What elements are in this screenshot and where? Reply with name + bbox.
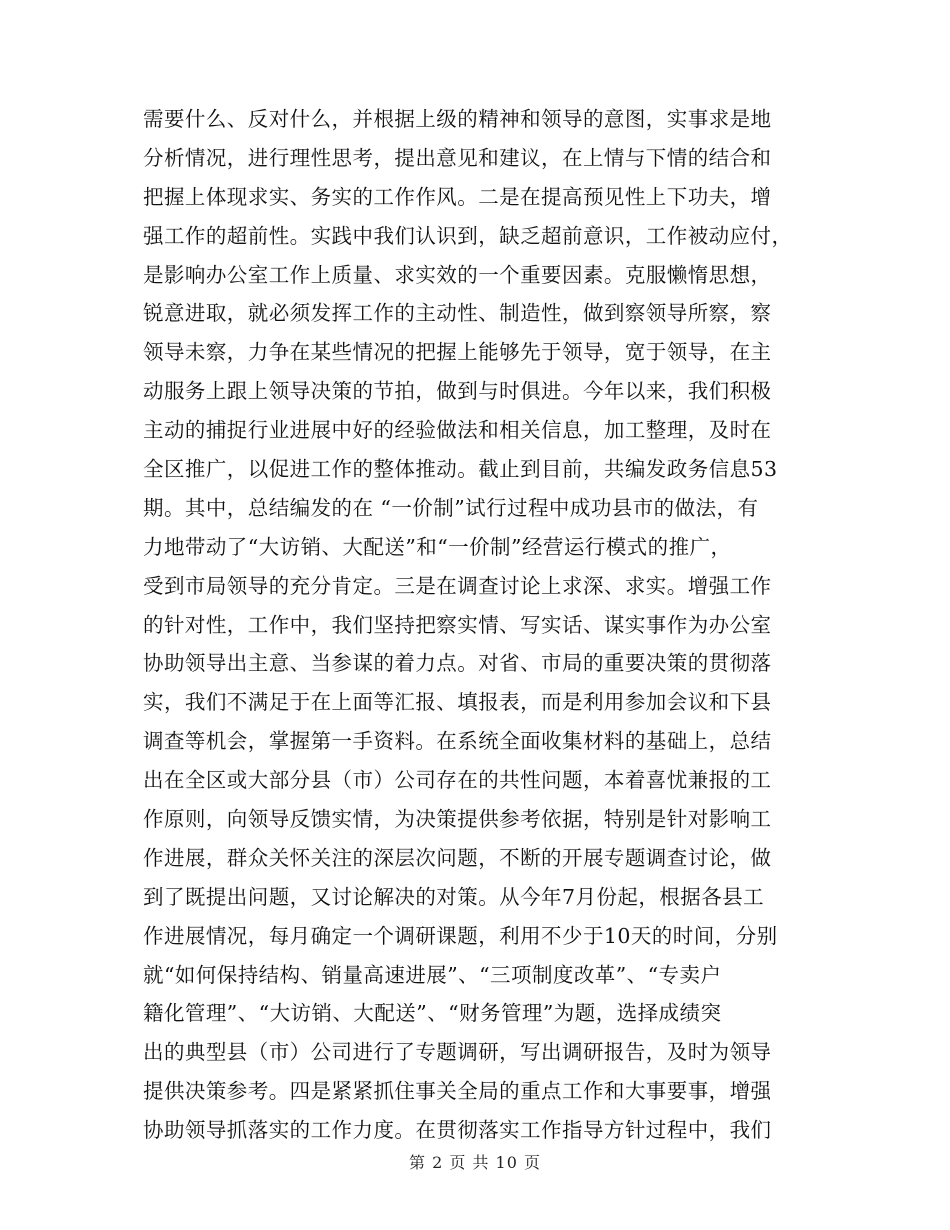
text-line: 实，我们不满足于在上面等汇报、填报表，而是利用参加会议和下县: [143, 690, 772, 715]
text-line: 协助领导抓落实的工作力度。在贯彻落实工作指导方针过程中，我们: [143, 1118, 772, 1143]
text-line: 作进展情况，每月确定一个调研课题，利用不少于10天的时间，分别: [143, 923, 778, 948]
text-line: 的针对性，工作中，我们坚持把察实情、写实话、谋实事作为办公室: [143, 612, 772, 637]
text-line: 协助领导出主意、当参谋的着力点。对省、市局的重要决策的贯彻落: [143, 651, 772, 676]
text-line: 是影响办公室工作上质量、求实效的一个重要因素。克服懒惰思想，: [143, 262, 772, 287]
text-line: 作原则，向领导反馈实情，为决策提供参考依据，特别是针对影响工: [143, 807, 772, 832]
text-line: 出的典型县（市）公司进行了专题调研，写出调研报告，及时为领导: [143, 1040, 772, 1065]
page-number-footer: 第 2 页 共 10 页: [409, 1153, 541, 1172]
text-line: 出在全区或大部分县（市）公司存在的共性问题，本着喜忧兼报的工: [143, 768, 772, 793]
text-line: 全区推广，以促进工作的整体推动。截止到目前，共编发政务信息53: [143, 457, 778, 482]
text-line: 把握上体现求实、务实的工作作风。二是在提高预见性上下功夫，增: [143, 184, 772, 209]
text-line: 提供决策参考。四是紧紧抓住事关全局的重点工作和大事要事，增强: [143, 1079, 772, 1104]
text-line: 调查等机会，掌握第一手资料。在系统全面收集材料的基础上，总结: [143, 729, 772, 754]
text-line: 主动的捕捉行业进展中好的经验做法和相关信息，加工整理，及时在: [143, 418, 772, 443]
body-text: [143, 100, 813, 1150]
text-line: 力地带动了“大访销、大配送”和“一价制”经营运行模式的推广，: [143, 534, 732, 559]
text-line: 动服务上跟上领导决策的节拍，做到与时俱进。今年以来，我们积极: [143, 379, 772, 404]
text-line: 就“如何保持结构、销量高速进展”、“三项制度改革”、“专卖户: [143, 962, 722, 987]
text-line: 锐意进取，就必须发挥工作的主动性、制造性，做到察领导所察，察: [143, 301, 772, 326]
text-line: 到了既提出问题，又讨论解决的对策。从今年7月份起，根据各县工: [143, 884, 765, 909]
text-line: 分析情况，进行理性思考，提出意见和建议，在上情与下情的结合和: [143, 145, 772, 170]
text-line: 需要什么、反对什么，并根据上级的精神和领导的意图，实事求是地: [143, 107, 772, 131]
text-line: 强工作的超前性。实践中我们认识到，缺乏超前意识，工作被动应付，: [143, 223, 793, 248]
text-line: 作进展，群众关怀关注的深层次问题，不断的开展专题调查讨论，做: [143, 845, 772, 870]
text-line: 期。其中，总结编发的在 “一价制”试行过程中成功县市的做法，有: [143, 495, 759, 520]
text-line: 受到市局领导的充分肯定。三是在调查讨论上求深、求实。增强工作: [143, 573, 772, 598]
text-line: 籍化管理”、“大访销、大配送”、“财务管理”为题，选择成绩突: [143, 1001, 722, 1026]
text-line: 领导未察，力争在某些情况的把握上能够先于领导，宽于领导，在主: [143, 340, 772, 365]
